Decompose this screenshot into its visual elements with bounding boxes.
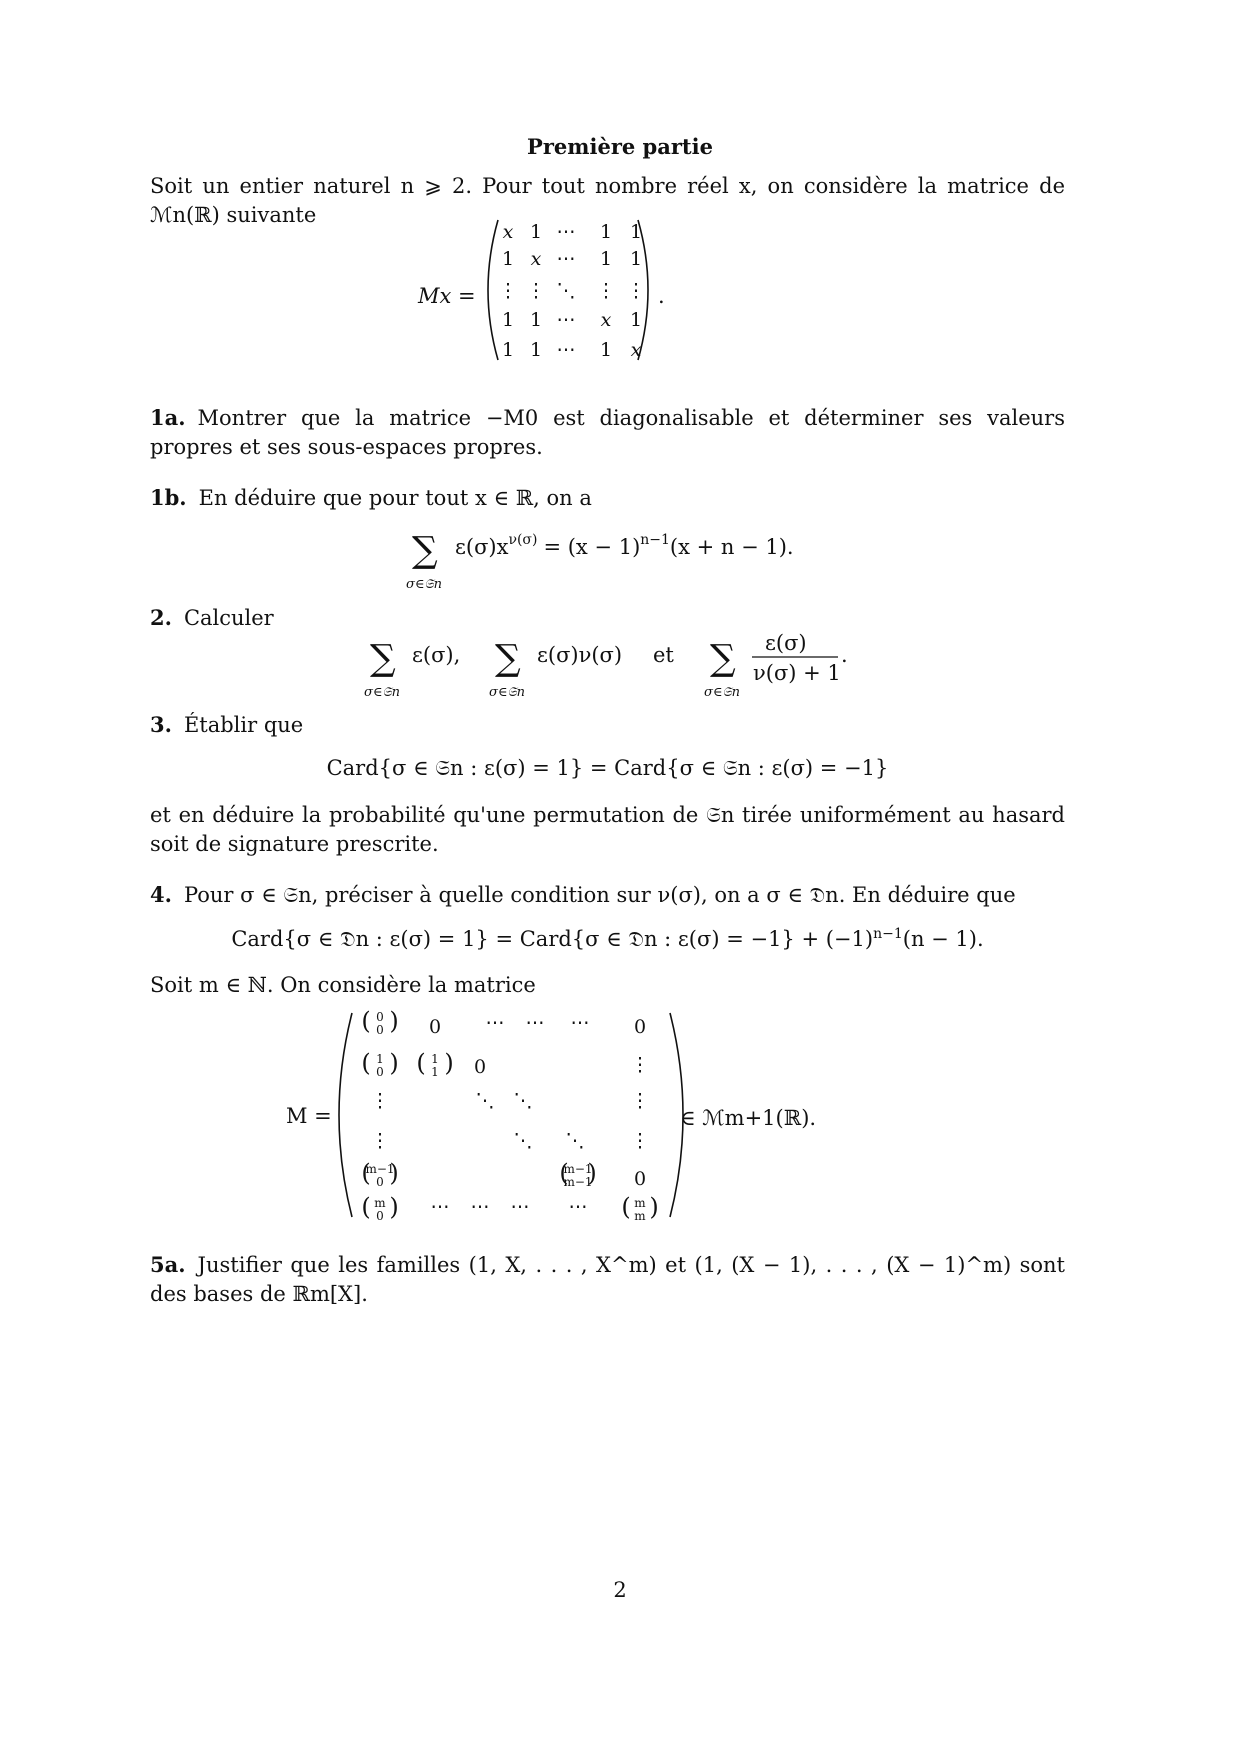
- matrix-mx-cell: ⋯: [556, 248, 576, 270]
- matrix-m-cell: ⋯: [430, 1196, 450, 1218]
- binom-paren: ): [389, 1007, 399, 1035]
- matrix-mx-cell: ⋮: [526, 280, 546, 302]
- frac-numerator: ε(σ): [765, 631, 807, 655]
- matrix-mx-cell: ⋱: [556, 280, 576, 302]
- matrix-mx-cell: x: [600, 309, 612, 331]
- question-5a: [150, 1250, 1065, 1309]
- matrix-mx-cell: ⋮: [596, 280, 616, 302]
- matrix-m-cell: ⋯: [525, 1012, 545, 1034]
- section-title: Première partie: [527, 134, 713, 159]
- binom-paren: ): [649, 1193, 659, 1221]
- sum-index: σ∈𝔖n: [364, 685, 400, 700]
- question-1b-number: 1b.: [150, 485, 187, 510]
- binom-top: 1: [431, 1052, 439, 1066]
- frac-denominator: ν(σ) + 1: [753, 661, 841, 685]
- binom-paren: (: [361, 1159, 371, 1187]
- binom-paren: (: [361, 1007, 371, 1035]
- formula-2: [360, 626, 860, 706]
- question-4-text: Pour σ ∈ 𝔖n, préciser à quelle condition sur ν(σ), on a σ ∈ 𝔇n. En déduire que: [183, 883, 1016, 907]
- matrix-mx-cell: x: [530, 248, 542, 270]
- matrix-mx-cell: ⋮: [626, 280, 646, 302]
- matrix-mx-cell: 1: [501, 248, 515, 270]
- sum-index: σ∈𝔖n: [489, 685, 525, 700]
- binom-bottom: 0: [376, 1023, 384, 1037]
- matrix-m-cell: 0: [633, 1016, 647, 1038]
- frac-tail: .: [841, 643, 848, 667]
- binom-top: 0: [376, 1010, 384, 1024]
- binom-bottom: 0: [376, 1209, 384, 1223]
- binom-paren: ): [389, 1193, 399, 1221]
- matrix-mx-cell: 1: [629, 221, 643, 243]
- matrix-mx-cell: 1: [501, 309, 515, 331]
- question-1a: [150, 403, 1065, 462]
- matrix-mx-cell: 1: [629, 309, 643, 331]
- question-2-number: 2.: [150, 605, 172, 630]
- matrix-mx: [400, 210, 700, 410]
- question-2-text: Calculer: [183, 606, 274, 630]
- question-3: [150, 710, 1065, 740]
- matrix-mx-cell: ⋯: [556, 221, 576, 243]
- matrix-mx-cell: 1: [529, 309, 543, 331]
- sum1-term: ε(σ),: [412, 643, 461, 667]
- binom-top: m−1: [365, 1162, 395, 1176]
- question-5a-text: Justifier que les familles (1, X, . . . , X^m) et (1, (X − 1), . . . , (X − 1)^m) sont des bases de ℝm[X].: [150, 1253, 1065, 1306]
- sum-index: σ∈𝔖n: [704, 685, 740, 700]
- formula-3: Card{σ ∈ 𝔖n : ε(σ) = 1} = Card{σ ∈ 𝔖n : ε(σ) = −1}: [326, 756, 889, 780]
- question-4-number: 4.: [150, 882, 172, 907]
- question-3-number: 3.: [150, 712, 172, 737]
- question-3-text: Établir que: [183, 713, 304, 737]
- left-paren: [488, 220, 498, 360]
- sum-sign: ∑: [412, 530, 438, 571]
- binom-paren: ): [389, 1049, 399, 1077]
- sum2-term: ε(σ)ν(σ): [537, 643, 623, 667]
- question-4: [150, 880, 1065, 910]
- matrix-m-cells: [361, 1007, 658, 1223]
- binom-top: m: [634, 1196, 646, 1210]
- soit-m-paragraph: Soit m ∈ ℕ. On considère la matrice: [150, 973, 536, 997]
- question-1b-text: En déduire que pour tout x ∈ ℝ, on a: [198, 486, 592, 510]
- matrix-m-cell: ⋯: [485, 1012, 505, 1034]
- matrix-m-cell: ⋱: [475, 1090, 495, 1112]
- matrix-m-cell: 0: [428, 1016, 442, 1038]
- binom-top: m: [374, 1196, 386, 1210]
- left-paren: [339, 1013, 352, 1217]
- sum-index: σ∈𝔖n: [406, 577, 442, 592]
- question-3-after: et en déduire la probabilité qu'une permutation de 𝔖n tirée uniformément au hasard soit de signature prescrite.: [150, 803, 1065, 856]
- matrix-m-cell: ⋮: [370, 1090, 390, 1112]
- matrix-m: [280, 1005, 820, 1235]
- matrix-m-suffix: ∈ ℳm+1(ℝ).: [680, 1106, 817, 1130]
- matrix-m-cell: ⋯: [510, 1196, 530, 1218]
- matrix-mx-cell: 1: [529, 339, 543, 361]
- matrix-m-cell: ⋯: [470, 1196, 490, 1218]
- matrix-m-cell: ⋱: [513, 1090, 533, 1112]
- question-5a-number: 5a.: [150, 1252, 186, 1277]
- binom-top: 1: [376, 1052, 384, 1066]
- binom-paren: (: [361, 1193, 371, 1221]
- binom-paren: (: [361, 1049, 371, 1077]
- matrix-m-cell: ⋱: [565, 1130, 585, 1152]
- binom-bottom: 0: [376, 1065, 384, 1079]
- binom-bottom: m−1: [563, 1175, 593, 1189]
- binom-paren: (: [621, 1193, 631, 1221]
- matrix-m-cell: ⋮: [630, 1130, 650, 1152]
- matrix-mx-label: Mx =: [418, 284, 476, 308]
- matrix-m-cell: 0: [473, 1056, 487, 1078]
- binom-bottom: 0: [376, 1175, 384, 1189]
- formula-1b: [400, 520, 840, 600]
- matrix-mx-cell: 1: [599, 221, 613, 243]
- binom-bottom: 1: [431, 1065, 439, 1079]
- binom-paren: (: [559, 1159, 569, 1187]
- matrix-mx-cell: 1: [501, 339, 515, 361]
- matrix-m-cell: ⋱: [513, 1130, 533, 1152]
- binom-paren: (: [416, 1049, 426, 1077]
- matrix-mx-cell: 1: [529, 221, 543, 243]
- matrix-mx-cell: x: [502, 221, 514, 243]
- formula-4: Card{σ ∈ 𝔇n : ε(σ) = 1} = Card{σ ∈ 𝔇n : $\varepsilon(\sigma) = -1\} + (-1)^{n-1}(n - 1)$.: [231, 926, 984, 951]
- matrix-m-cell: ⋮: [370, 1130, 390, 1152]
- sum-sign: ∑: [710, 638, 736, 679]
- matrix-mx-cells: [499, 221, 646, 361]
- binom-paren: ): [389, 1159, 399, 1187]
- binom-bottom: m: [634, 1209, 646, 1223]
- binom-paren: ): [444, 1049, 454, 1077]
- matrix-m-cell: ⋮: [630, 1090, 650, 1112]
- et-word: et: [653, 643, 674, 667]
- sum-sign: ∑: [495, 638, 521, 679]
- intro-text: Soit un entier naturel n ⩾ 2. Pour tout nombre réel x, on considère la matrice de ℳn(ℝ) suivante: [150, 174, 1065, 227]
- question-1b: [150, 483, 1065, 513]
- matrix-mx-cell: ⋮: [498, 280, 518, 302]
- matrix-m-cell: ⋮: [630, 1054, 650, 1076]
- binom-top: m−1: [563, 1162, 593, 1176]
- sum-sign: ∑: [370, 638, 396, 679]
- page-number: 2: [613, 1578, 627, 1602]
- matrix-m-cell: ⋯: [568, 1196, 588, 1218]
- matrix-mx-cell: 1: [599, 339, 613, 361]
- matrix-mx-cell: 1: [599, 248, 613, 270]
- matrix-m-label: M =: [286, 1104, 332, 1128]
- matrix-mx-cell: ⋯: [556, 339, 576, 361]
- matrix-mx-tail: .: [658, 284, 665, 308]
- binom-paren: ): [587, 1159, 597, 1187]
- question-1a-number: 1a.: [150, 405, 186, 430]
- matrix-mx-cell: x: [630, 339, 642, 361]
- question-1a-text: Montrer que la matrice −M0 est diagonalisable et déterminer ses valeurs propres et ses sous-espaces propres.: [150, 406, 1065, 459]
- matrix-m-cell: ⋯: [570, 1012, 590, 1034]
- matrix-m-cell: 0: [633, 1168, 647, 1190]
- matrix-mx-cell: ⋯: [556, 309, 576, 331]
- matrix-mx-cell: 1: [629, 248, 643, 270]
- formula-1b-main: $\varepsilon(\sigma)x^{\nu(\sigma)} = (x - 1)^{n-1}(x + n - 1)$.: [455, 532, 794, 559]
